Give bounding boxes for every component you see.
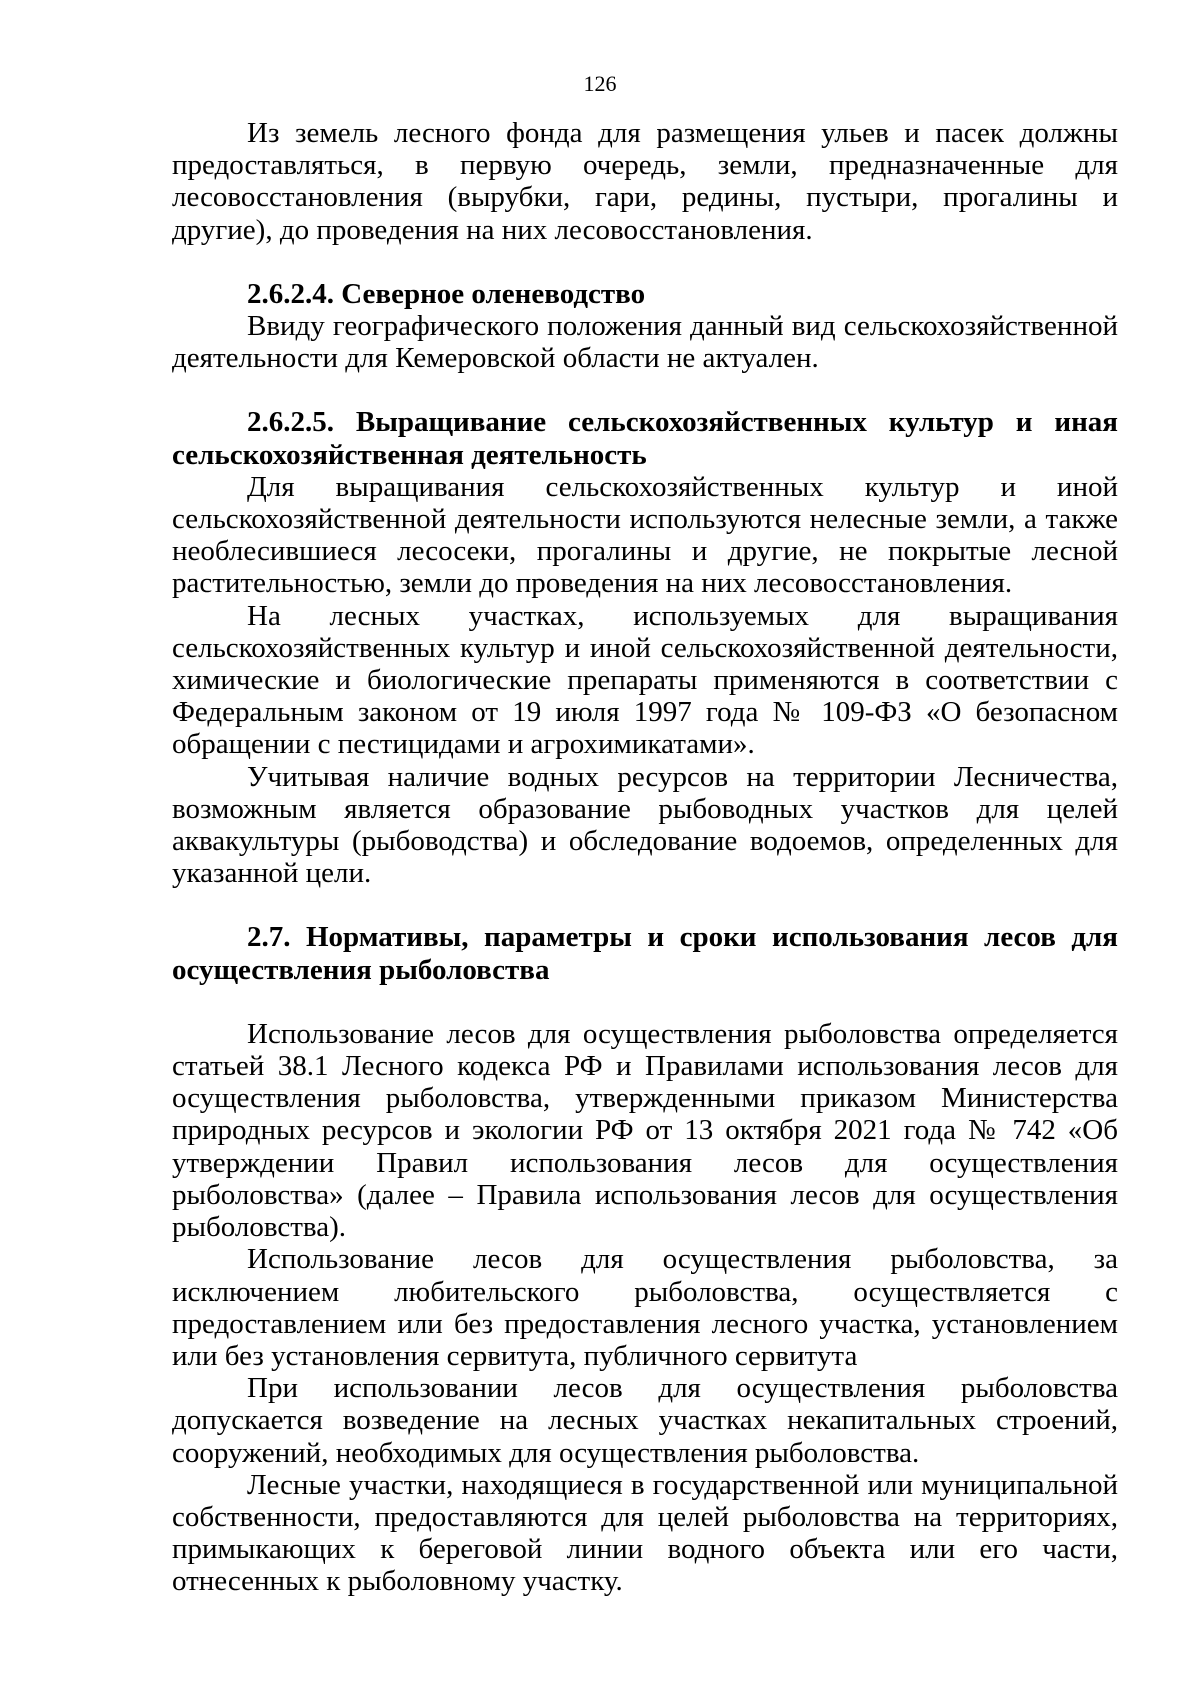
paragraph-fishing-provision: Использование лесов для осуществления рыболовства, за исключением любительского рыболовства, осуществляется с предоставлением или без предоставления лесного участка, установлением или без установления сервитута, публичного сервитута (172, 1243, 1118, 1372)
paragraph-agriculture-lands: Для выращивания сельскохозяйственных культур и иной сельскохозяйственной деятельности используются нелесные земли, а также необлесившиеся лесосеки, прогалины и другие, не покрытые лесной растительностью, земли до проведения на них лесовосстановления. (172, 470, 1118, 600)
paragraph-aquaculture: Учитывая наличие водных ресурсов на территории Лесничества, возможным является образование рыбоводных участков для целей аквакультуры (рыбоводства) и обследование водоемов, определенных для указанной цели. (172, 760, 1118, 890)
paragraph-apiary-lands: Из земель лесного фонда для размещения ульев и пасек должны предоставляться, в первую очередь, земли, предназначенные для лесовосстановления (вырубки, гари, редины, пустыри, прогалины и другие), до проведения на них лесовосстановления. (172, 117, 1118, 246)
paragraph-fishing-legal-basis: Использование лесов для осуществления рыболовства определяется статьей 38.1 Лесного кодекса РФ и Правилами использования лесов для осуществления рыболовства, утвержденными приказом Министерства природных ресурсов и экологии РФ от 13 октября 2021 года № 742 «Об утверждении Правил использования лесов для осуществления рыболовства» (далее – Правила использования лесов для осуществления рыболовства). (172, 1017, 1118, 1244)
paragraph-fishing-land-plots: Лесные участки, находящиеся в государственной или муниципальной собственности, предоставляются для целей рыболовства на территориях, примыкающих к береговой линии водного объекта или его части, отнесенных к рыболовному участку. (172, 1468, 1118, 1598)
paragraph-reindeer-herding: Ввиду географического положения данный вид сельскохозяйственной деятельности для Кемеровской области не актуален. (172, 310, 1118, 375)
heading-fishing-norms: 2.7. Нормативы, параметры и сроки использования лесов для осуществления рыболовства (172, 921, 1118, 986)
heading-reindeer-herding: 2.6.2.4. Северное оленеводство (247, 277, 646, 310)
page-number: 126 (583, 71, 617, 96)
document-body (172, 117, 1118, 1598)
paragraph-fishing-structures: При использовании лесов для осуществления рыболовства допускается возведение на лесных участках некапитальных строений, сооружений, необходимых для осуществления рыболовства. (172, 1372, 1118, 1469)
heading-agriculture: 2.6.2.5. Выращивание сельскохозяйственных культур и иная сельскохозяйственная деятельность (172, 406, 1118, 471)
paragraph-agriculture-chemicals: На лесных участках, используемых для выращивания сельскохозяйственных культур и иной сельскохозяйственной деятельности, химические и биологические препараты применяются в соответствии с Федеральным законом от 19 июля 1997 года № 109-ФЗ «О безопасном обращении с пестицидами и агрохимикатами». (172, 599, 1118, 761)
